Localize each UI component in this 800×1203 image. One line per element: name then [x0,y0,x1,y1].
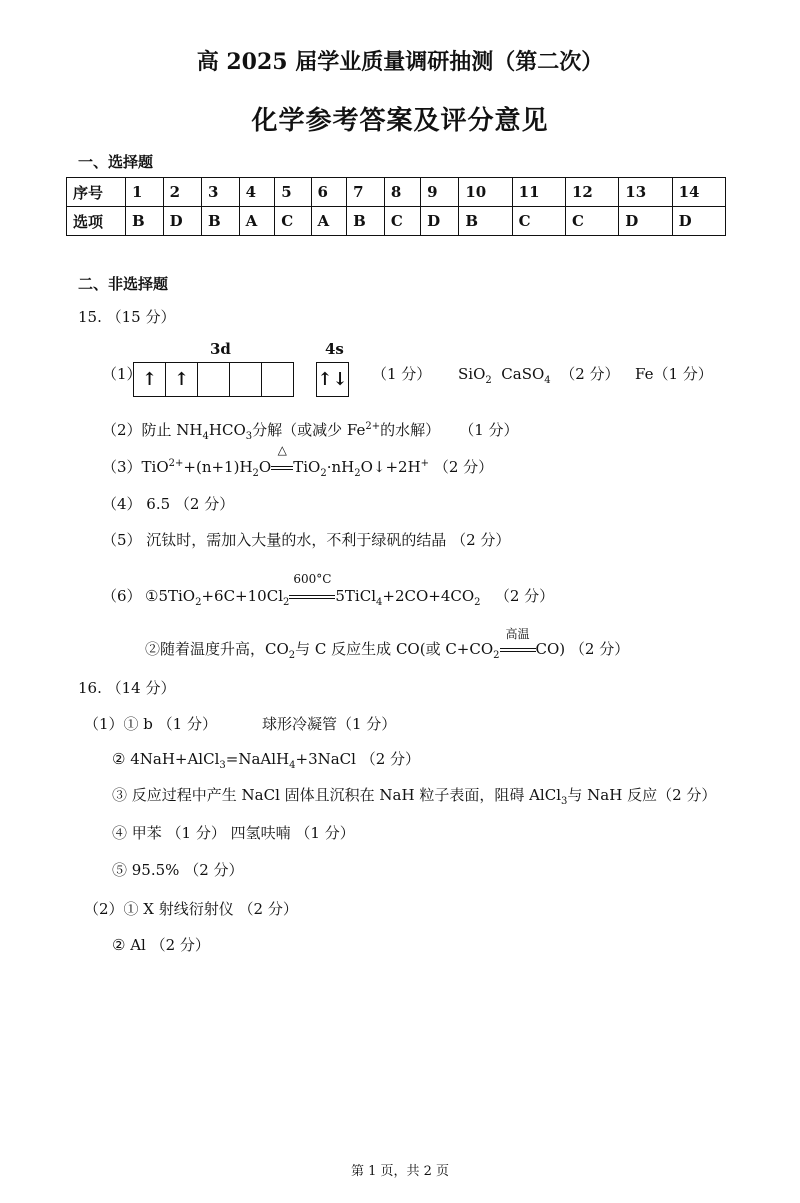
question-number-cell: 11 [512,178,565,207]
table-row-label: 选项 [67,207,126,236]
q15-part5: （5） 沉钛时，需加入大量的水，不利于绿矾的结晶 （2 分） [102,531,511,549]
orbital-3d-box: ↑ [141,369,158,390]
orbital-3d-label: 3d [210,340,231,358]
answer-cell: D [163,207,201,236]
q15-part2: （2）防止 $NH_4HCO_3$分解（或减少 $Fe^{2+}$的水解） （1 分） [102,421,519,442]
answer-cell: B [347,207,385,236]
question-number-cell: 8 [384,178,420,207]
orbital-4s-diagram [316,362,349,397]
orbital-4s-label: 4s [325,340,344,358]
question-number-cell: 12 [565,178,618,207]
table-row-answers [67,207,726,236]
question-number-cell: 4 [239,178,275,207]
q15-part1-label: （1） [102,365,142,383]
answer-cell: D [672,207,725,236]
q16-line4: ④ 甲苯 （1 分） 四氢呋喃 （1 分） [112,824,355,842]
answer-cell: B [201,207,239,236]
orbital-3d-box [197,363,229,396]
answer-cell: C [565,207,618,236]
answer-table [66,177,726,236]
q15-heading: 15. （15 分） [78,308,176,326]
page-number: 第 1 页，共 2 页 [350,1164,450,1179]
answer-cell: B [126,207,164,236]
q15-part6-label: （6） [102,587,142,605]
question-number-cell: 10 [459,178,512,207]
answer-cell: A [239,207,275,236]
question-number-cell: 7 [347,178,385,207]
answer-cell: D [421,207,459,236]
q15-part6-sub2: ②随着温度升高，$CO_2$与 C 反应生成 CO(或 $C+CO_2$ 高温 CO) （2 分） [145,627,630,661]
answer-cell: C [275,207,311,236]
section1-heading: 一、选择题 [78,153,154,171]
answer-cell: C [512,207,565,236]
question-number-cell: 1 [126,178,164,207]
q15-part1-answers: SiO$_2$ CaSO$_4$ （2 分） [458,365,620,386]
q16-line1: （1）① b （1 分） [84,715,217,733]
q15-part6-equation: $①5TiO_2+6C+10Cl_2$ 600°C $5TiCl_4+2CO+4CO_2$ （2 分） [145,572,555,608]
table-row-numbers [67,178,726,207]
orbital-3d-diagram [133,362,294,397]
answer-cell: D [619,207,672,236]
orbital-4s-box: ↑↓ [317,369,348,390]
q15-part1-fe: Fe（1 分） [635,365,713,383]
question-number-cell: 14 [672,178,725,207]
orbital-3d-box [261,363,293,396]
answer-cell: C [384,207,420,236]
document-title: 化学参考答案及评分意见 [251,106,549,136]
q16-line7: ② Al （2 分） [112,936,210,954]
q15-part4: （4） 6.5 （2 分） [102,495,235,513]
orbital-3d-box [229,363,261,396]
q16-heading: 16. （14 分） [78,679,176,697]
exam-title: 高 2025 届学业质量调研抽测（第二次） [196,49,604,75]
answer-cell: A [311,207,347,236]
q16-line5: ⑤ 95.5% （2 分） [112,861,244,879]
q15-part3: $(3)TiO^{2+}+(n+1)H_2O$ △ $TiO_2\cdot nH_2O↓+2H^+$ （2 分） [102,443,494,479]
table-row-label: 序号 [67,178,126,207]
orbital-3d-box: ↑ [165,363,197,396]
q16-line2: ② 4NaH+AlCl$_3$=NaAlH$_4$+3NaCl （2 分） [112,750,421,771]
q15-part1-score: （1 分） [372,365,432,383]
question-number-cell: 2 [163,178,201,207]
answer-cell: B [459,207,512,236]
question-number-cell: 9 [421,178,459,207]
question-number-cell: 13 [619,178,672,207]
question-number-cell: 6 [311,178,347,207]
section2-heading: 二、非选择题 [78,275,169,293]
question-number-cell: 3 [201,178,239,207]
q16-line6: （2）① X 射线衍射仪 （2 分） [84,900,298,918]
q16-line3: ③ 反应过程中产生 NaCl 固体且沉积在 NaH 粒子表面，阻碍 AlCl$_3$与 NaH 反应（2 分） [112,786,717,807]
q16-line1b: 球形冷凝管（1 分） [262,715,397,733]
question-number-cell: 5 [275,178,311,207]
